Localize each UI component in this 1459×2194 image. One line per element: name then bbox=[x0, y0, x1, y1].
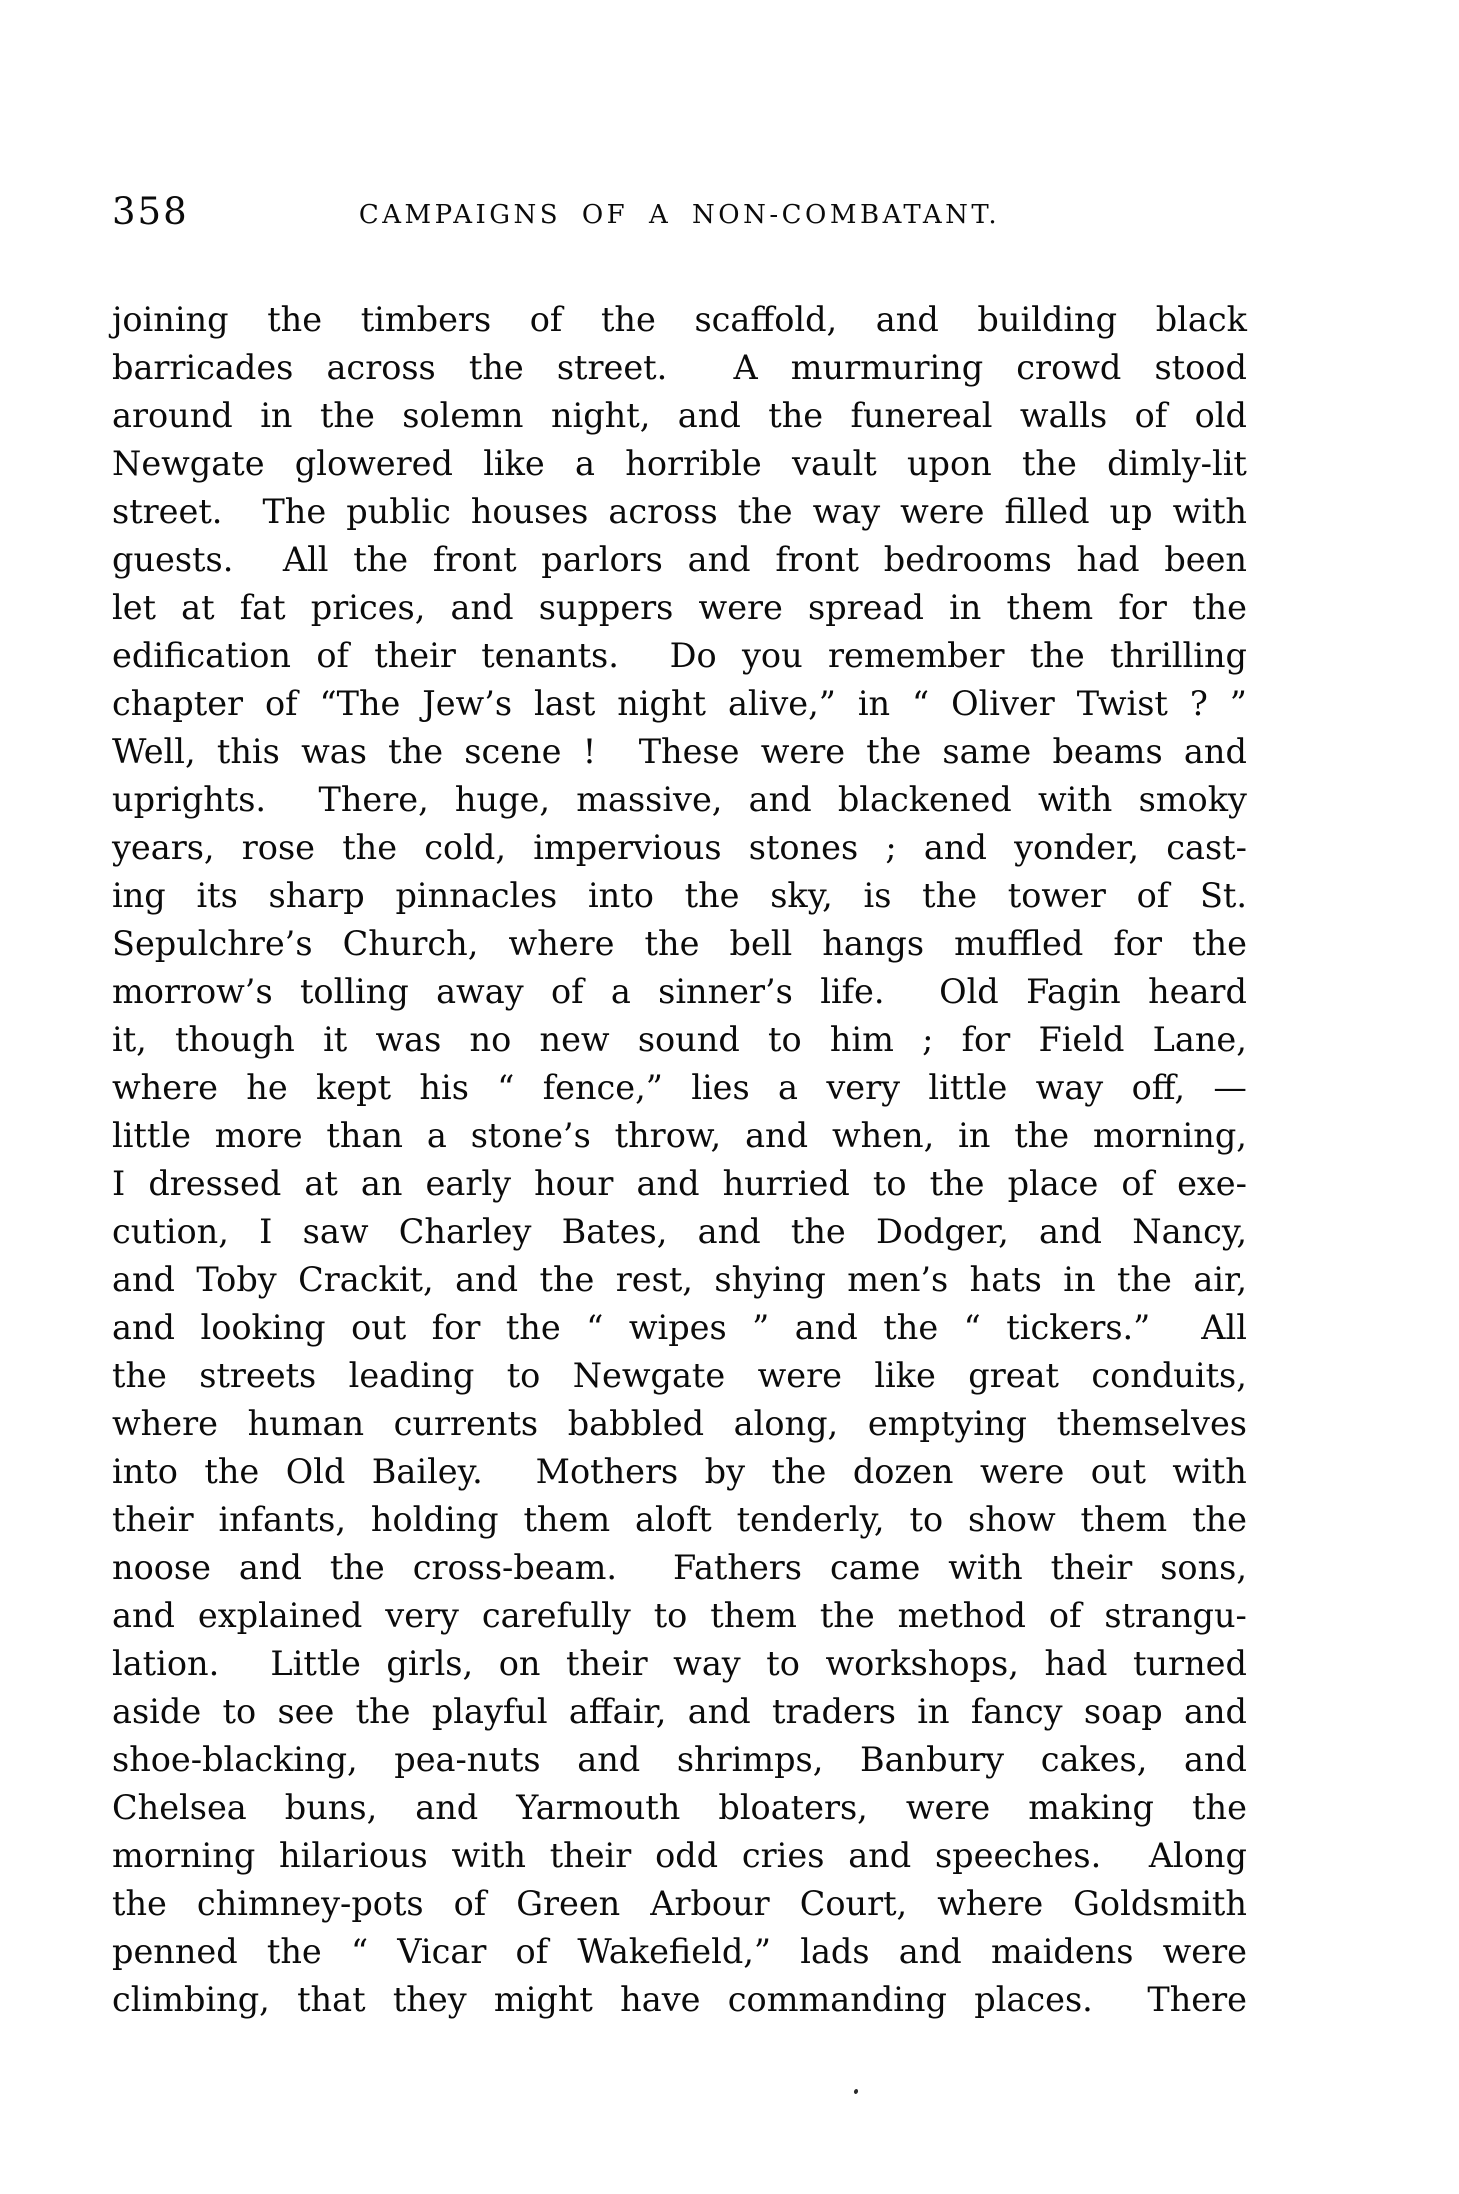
text-line: street. The public houses across the way were filled up with bbox=[112, 492, 1247, 531]
text-line: the chimney-pots of Green Arbour Court, where Goldsmith bbox=[112, 1884, 1247, 1923]
text-line: cution, I saw Charley Bates, and the Dodger, and Nancy, bbox=[112, 1212, 1247, 1251]
text-line: noose and the cross-beam. Fathers came with their sons, bbox=[112, 1548, 1247, 1587]
text-line: uprights. There, huge, massive, and blackened with smoky bbox=[112, 780, 1247, 819]
text-line: climbing, that they might have commanding places. There bbox=[112, 1980, 1247, 2019]
text-line: joining the timbers of the scaffold, and building black bbox=[112, 300, 1247, 339]
running-title: CAMPAIGNS OF A NON-COMBATANT. bbox=[358, 200, 1001, 230]
text-line: let at fat prices, and suppers were spread in them for the bbox=[112, 588, 1247, 627]
text-line: it, though it was no new sound to him ; for Field Lane, bbox=[112, 1020, 1247, 1059]
text-line: Chelsea buns, and Yarmouth bloaters, were making the bbox=[112, 1788, 1247, 1827]
text-line: I dressed at an early hour and hurried to the place of exe- bbox=[112, 1164, 1247, 1203]
page-number: 358 bbox=[112, 190, 189, 233]
page-header bbox=[112, 192, 1247, 234]
text-line: barricades across the street. A murmuring crowd stood bbox=[112, 348, 1247, 387]
text-line: around in the solemn night, and the funereal walls of old bbox=[112, 396, 1247, 435]
scan-speck bbox=[853, 2088, 858, 2094]
text-line: ing its sharp pinnacles into the sky, is the tower of St. bbox=[112, 876, 1247, 915]
text-line: morning hilarious with their odd cries and speeches. Along bbox=[112, 1836, 1247, 1875]
text-line: and explained very carefully to them the method of strangu- bbox=[112, 1596, 1247, 1635]
text-line: the streets leading to Newgate were like great conduits, bbox=[112, 1356, 1247, 1395]
text-line: lation. Little girls, on their way to workshops, had turned bbox=[112, 1644, 1247, 1683]
text-line: guests. All the front parlors and front bedrooms had been bbox=[112, 540, 1247, 579]
text-line: into the Old Bailey. Mothers by the dozen were out with bbox=[112, 1452, 1247, 1491]
text-line: and looking out for the “ wipes ” and the “ tickers.” All bbox=[112, 1308, 1247, 1347]
text-line: years, rose the cold, impervious stones ; and yonder, cast- bbox=[112, 828, 1247, 867]
text-line: aside to see the playful affair, and traders in fancy soap and bbox=[112, 1692, 1247, 1731]
text-line: their infants, holding them aloft tenderly, to show them the bbox=[112, 1500, 1247, 1539]
text-line: little more than a stone’s throw, and when, in the morning, bbox=[112, 1116, 1247, 1155]
text-line: where human currents babbled along, emptying themselves bbox=[112, 1404, 1247, 1443]
text-line: Sepulchre’s Church, where the bell hangs muffled for the bbox=[112, 924, 1247, 963]
text-line: morrow’s tolling away of a sinner’s life. Old Fagin heard bbox=[112, 972, 1247, 1011]
text-line: and Toby Crackit, and the rest, shying men’s hats in the air, bbox=[112, 1260, 1247, 1299]
text-line: chapter of “The Jew’s last night alive,” in “ Oliver Twist ? ” bbox=[112, 684, 1247, 723]
text-line: penned the “ Vicar of Wakefield,” lads and maidens were bbox=[112, 1932, 1247, 1971]
body-text bbox=[112, 296, 1247, 2024]
text-line: edification of their tenants. Do you remember the thrilling bbox=[112, 636, 1247, 675]
text-line: Newgate glowered like a horrible vault upon the dimly-lit bbox=[112, 444, 1247, 483]
text-line: Well, this was the scene ! These were the same beams and bbox=[112, 732, 1247, 771]
text-line: shoe-blacking, pea-nuts and shrimps, Banbury cakes, and bbox=[112, 1740, 1247, 1779]
text-line: where he kept his “ fence,” lies a very little way off, — bbox=[112, 1068, 1247, 1107]
